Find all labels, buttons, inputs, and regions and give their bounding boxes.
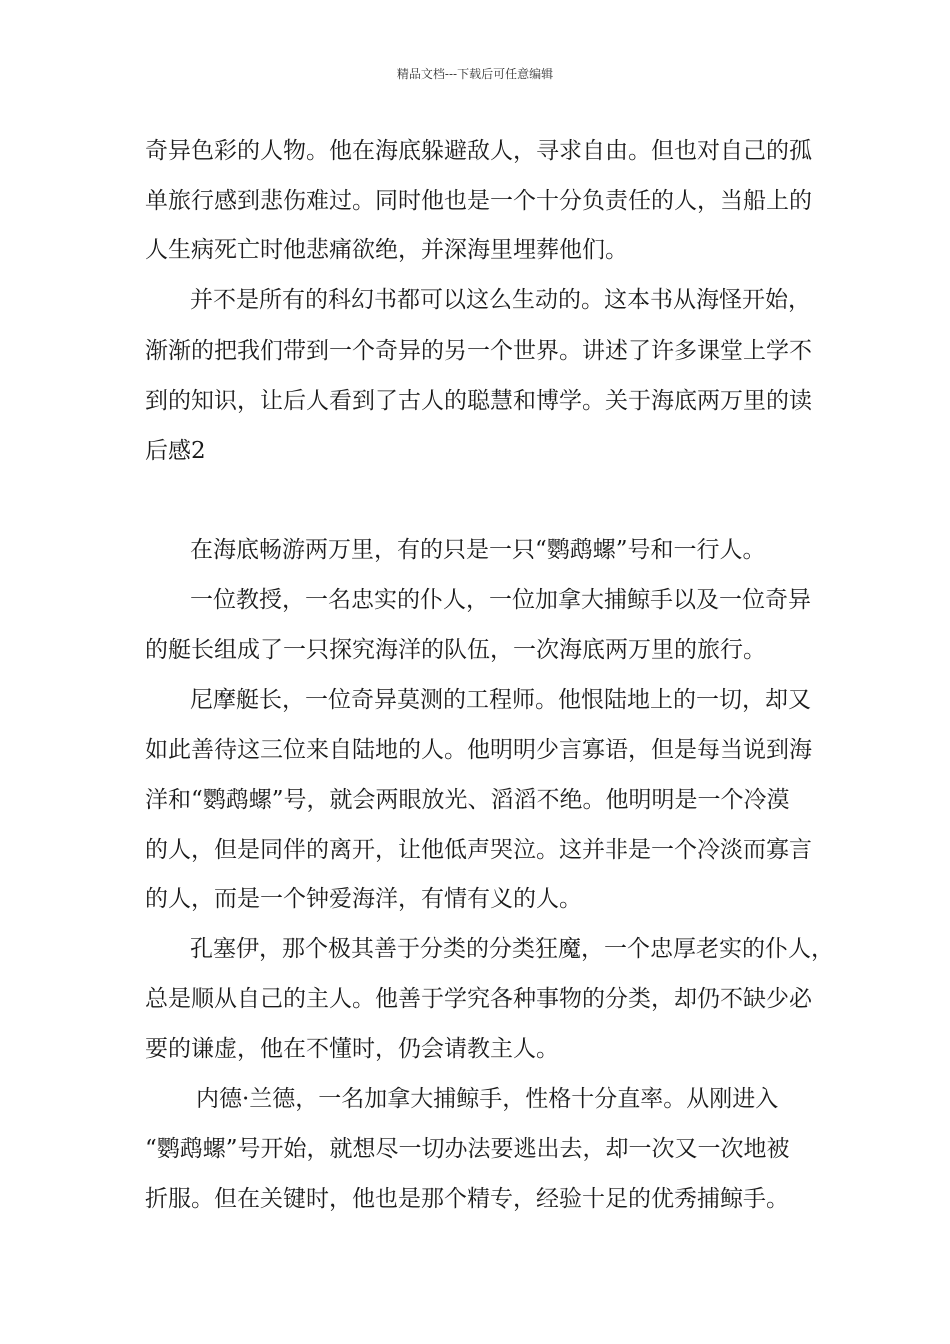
text-line: 的艇长组成了一只探究海洋的队伍，一次海底两万里的旅行。 [145,637,766,663]
text-line: 后感2 [145,438,206,464]
paragraph-first-line: 一位教授，一名忠实的仆人，一位加拿大捕鲸手以及一位奇异 [190,587,811,613]
text-line: 要的谦虚，他在不懂时，仍会请教主人。 [145,1036,559,1062]
text-line: 单旅行感到悲伤难过。同时他也是一个十分负责任的人，当船上的 [145,188,812,214]
paragraph-first-line: 在海底畅游两万里，有的只是一只“鹦鹉螺”号和一行人。 [190,537,766,563]
paragraph-first-line: 孔塞伊，那个极其善于分类的分类狂魔，一个忠厚老实的仆人， [190,936,834,962]
text-line: 的人，而是一个钟爱海洋，有情有义的人。 [145,886,582,912]
text-line: 奇异色彩的人物。他在海底躲避敌人，寻求自由。但也对自己的孤 [145,138,812,164]
text-line: 洋和“鹦鹉螺”号，就会两眼放光、滔滔不绝。他明明是一个冷漠 [145,787,790,813]
paragraph-first-line: 尼摩艇长，一位奇异莫测的工程师。他恨陆地上的一切，却又 [190,687,811,713]
text-line: 如此善待这三位来自陆地的人。他明明少言寡语，但是每当说到海 [145,737,812,763]
paragraph-first-line: 内德·兰德，一名加拿大捕鲸手，性格十分直率。从刚进入 [196,1086,779,1112]
text-line: 人生病死亡时他悲痛欲绝，并深海里埋葬他们。 [145,237,628,263]
text-line: 渐渐的把我们带到一个奇异的另一个世界。讲述了许多课堂上学不 [145,338,812,364]
text-line: 总是顺从自己的主人。他善于学究各种事物的分类，却仍不缺少必 [145,986,812,1012]
text-line: 的人，但是同伴的离开，让他低声哭泣。这并非是一个冷淡而寡言 [145,837,812,863]
text-line: 到的知识，让后人看到了古人的聪慧和博学。关于海底两万里的读 [145,388,812,414]
text-line: 折服。但在关键时，他也是那个精专，经验十足的优秀捕鲸手。 [145,1186,789,1212]
paragraph-first-line: 并不是所有的科幻书都可以这么生动的。这本书从海怪开始， [190,287,811,313]
page-header: 精品文档---下载后可任意编辑 [396,67,554,81]
text-line: “鹦鹉螺”号开始，就想尽一切办法要逃出去，却一次又一次地被 [145,1136,790,1162]
